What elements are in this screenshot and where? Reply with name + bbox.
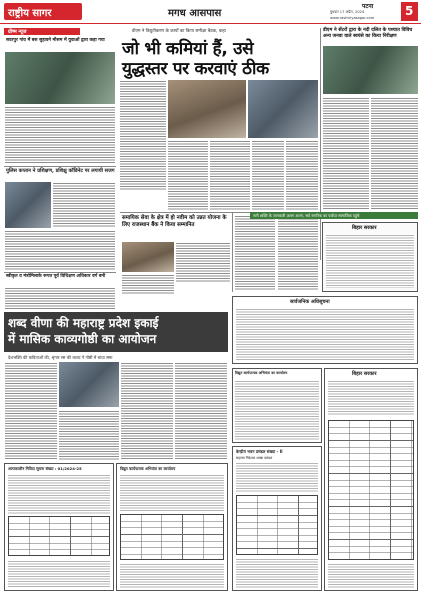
lead-headline-line-2: युद्धस्तर पर करवाएं ठीक — [122, 59, 269, 79]
electric-notice-body — [120, 474, 224, 512]
lead-body-col-2 — [168, 140, 208, 210]
bihar-notice-2-title: बिहार सरकार — [352, 371, 377, 377]
lead-kicker: डीएम ने विद्युतीकरण के कार्यों का किया समीक्षा बैठक, कहा — [132, 29, 226, 34]
column-divider — [320, 28, 321, 260]
masthead — [0, 0, 421, 24]
green-strip-text: नारी शक्ति के जानकारी अलग अलग, सर्व नागरिक का पर्याप्त सामाजिक पहुंचे — [253, 213, 360, 218]
divider — [4, 166, 116, 167]
central-notice-footer — [236, 558, 318, 588]
left-story-2-headline: पुलिस कप्तान ने प्रशिक्षण, प्रशिक्षु कॉडिनेट पर लगायी सजग — [6, 168, 115, 174]
bottom-story-body-d — [175, 362, 227, 460]
electric-notice-2-title: विद्युत कार्यपालक अभियंता का कार्यालय — [235, 371, 288, 375]
lead-body-col-1 — [120, 80, 166, 190]
mid-right-body-a — [235, 215, 275, 291]
page-number: 5 — [405, 4, 414, 18]
public-notice-title: सार्वजनिक अधिसूचना — [290, 299, 330, 305]
electric-notice-table — [120, 514, 224, 560]
central-notice-title: केन्द्रीय भवन प्रमंडल संख्या - II — [236, 449, 283, 454]
right-top-headline: डीएम ने सेंटरों द्वारा के नदी दलित के पश्चात विविध अन्य जनवा वाले स्वयंसे का किया निरीक्षण — [323, 28, 413, 39]
mid-story-body-a — [176, 242, 230, 282]
mid-right-body-b — [278, 215, 318, 291]
lead-photo-2 — [248, 80, 318, 138]
left-tender-footer — [8, 560, 110, 588]
bihar-notice-2-footer — [328, 563, 414, 588]
divider — [4, 272, 116, 273]
bottom-banner-subhead: देशभक्ति की कविताओं की, श्रृंगार रस की काव्य ने गोष्ठी में बांधा समा — [8, 355, 113, 360]
right-top-photo — [323, 46, 418, 94]
left-tender-title: अल्पकालीन निविदा सूचना संख्या : 01/2024-25 — [8, 466, 82, 471]
date-label: बुधवार 17 अप्रैल, 2024 — [330, 10, 365, 14]
lead-headline-line-1: जो भी कमियां हैं, उसे — [122, 39, 254, 59]
electric-notice-2-body — [235, 380, 319, 440]
lead-body-col-4 — [252, 140, 284, 210]
left-label: ग्रीष्म न्यूज — [8, 28, 27, 35]
bihar-notice-2-body — [328, 380, 414, 416]
mid-story-headline: समायिक सेवा के क्षेत्र में हो नवीम को उन्नत योजना के लिए राजस्थान बैंक ने किया सम्मानित — [122, 215, 227, 228]
central-notice-table — [236, 495, 318, 555]
bottom-story-body-b — [59, 410, 119, 460]
electric-notice-title: विद्युत कार्यपालक अभियंता का कार्यालय — [120, 466, 176, 471]
mid-story-photo — [122, 242, 174, 272]
left-story-3-body — [5, 287, 115, 309]
bihar-notice-body — [326, 234, 414, 288]
left-story-1-body — [5, 106, 115, 164]
central-notice-subtitle: सहरसा निदेशक शाखा प्रमंडल — [236, 456, 273, 460]
right-top-body-a — [323, 97, 369, 209]
left-story-2-body-a — [53, 182, 115, 228]
lead-body-col-3 — [210, 140, 250, 210]
left-story-1-photo — [5, 52, 115, 104]
bottom-banner-line-1: शब्द वीणा की महाराष्ट्र प्रदेश इकाई — [8, 316, 159, 330]
left-tender-table — [8, 516, 110, 556]
lead-body-col-5 — [286, 140, 318, 210]
bottom-banner-line-2: में मासिक काव्यगोष्ठी का आयोजन — [8, 332, 157, 346]
left-story-2-photo — [5, 182, 51, 228]
bihar-notice-2-table — [328, 420, 414, 560]
right-top-body-b — [371, 97, 418, 209]
mid-story-body-b — [122, 274, 174, 294]
bottom-story-body-a — [5, 362, 57, 460]
lead-photo-1 — [168, 80, 246, 138]
left-tender-body — [8, 474, 110, 514]
website-label: www.rashtriyasagar.com — [330, 16, 375, 20]
electric-notice-footer — [120, 563, 224, 588]
paper-name: राष्ट्रीय सागर — [8, 8, 52, 19]
left-story-1-headline: सदरपुर गांव में बस सुहावने मौसम में युवाओं द्वारा कहा गया — [6, 38, 105, 43]
public-notice-body — [236, 308, 414, 360]
section-title: मगध आसपास — [168, 8, 222, 19]
bihar-notice-title: बिहार सरकार — [352, 225, 377, 231]
central-notice-body — [236, 462, 318, 492]
city-label: पटना — [362, 3, 374, 10]
bottom-story-body-c — [121, 362, 173, 460]
left-story-2-body-b — [5, 230, 115, 270]
column-divider — [232, 212, 233, 292]
left-story-3-headline: स्वीकृत व मंत्रोमिलाके रूपत पूर्व विधिक्षण अधिकार वर्ग बनी — [6, 274, 106, 279]
bottom-story-photo — [59, 362, 119, 407]
